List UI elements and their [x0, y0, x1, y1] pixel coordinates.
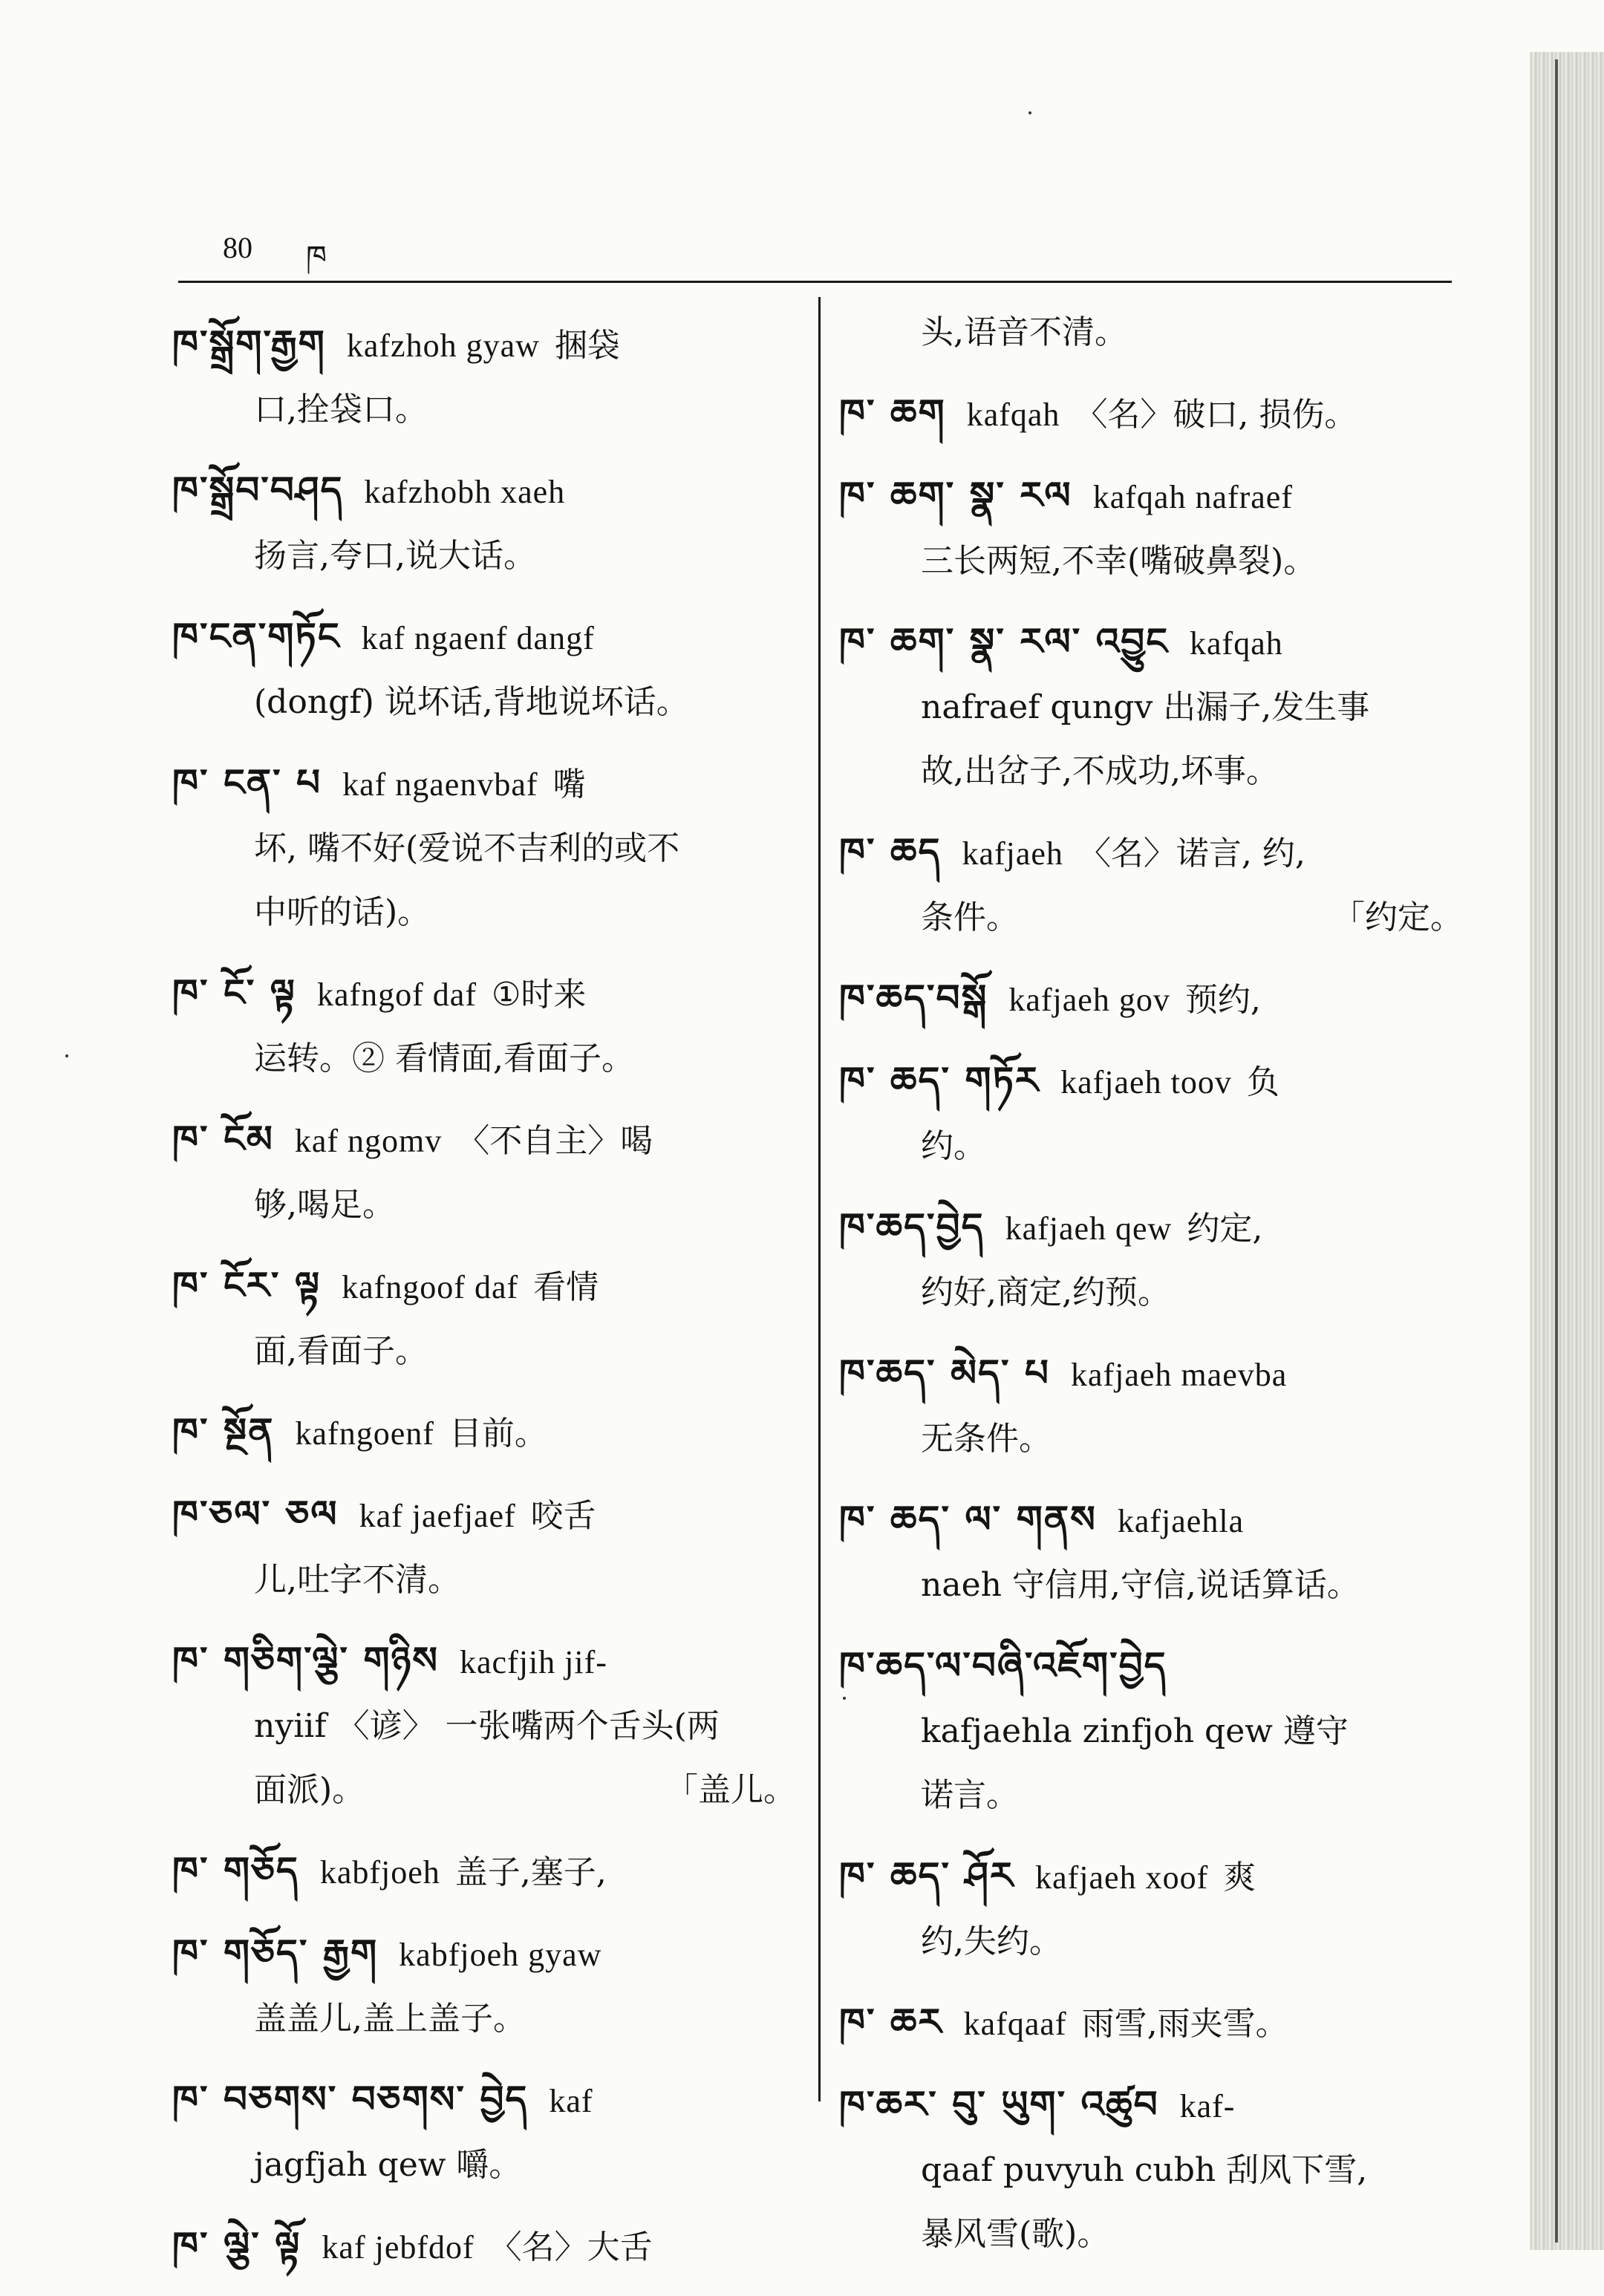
- romanization: kafngoof daf: [342, 1269, 519, 1305]
- continuation-text: 条件。: [921, 898, 1019, 936]
- entry-continuation: [172, 1695, 796, 1758]
- continuation-text: 坏, 嘴不好(爱说不吉利的或不: [254, 829, 680, 867]
- entry-continuation: [172, 524, 796, 588]
- margin-note: 「盖儿。: [665, 1771, 796, 1809]
- dictionary-entry: [172, 1921, 796, 2051]
- entry-headline: [839, 1487, 1463, 1553]
- continuation-text: nafraef qungv 出漏子,发生事: [921, 688, 1370, 726]
- tibetan-headword: ཁ་སྒྲོག་རྒྱག: [172, 322, 326, 365]
- entry-headline: [172, 1628, 796, 1695]
- chinese-gloss: 雨雪,雨夹雪。: [1081, 2005, 1288, 2043]
- chinese-gloss: 看情: [533, 1268, 599, 1306]
- entry-headline: [172, 312, 796, 378]
- dictionary-entry: [839, 1048, 1463, 1178]
- entry-continuation: [839, 1910, 1463, 1974]
- entry-headline: [839, 1048, 1463, 1115]
- dictionary-entry: [172, 1253, 796, 1383]
- continuation-text: nyiif 〈谚〉 一张嘴两个舌头(两: [254, 1707, 720, 1745]
- romanization: kaf ngaenvbaf: [342, 766, 538, 803]
- tibetan-headword: ཁ་ ཆག་ སྣ་ རལ: [839, 474, 1072, 517]
- entry-headline: [172, 458, 796, 524]
- dictionary-entry: [839, 1844, 1463, 1974]
- header-letter: ཁ: [306, 240, 327, 274]
- continuation-text: 面派)。: [254, 1771, 365, 1809]
- entry-headline: [839, 1634, 1463, 1700]
- chinese-gloss: 捆袋: [554, 327, 620, 365]
- page-number: 80: [223, 231, 252, 264]
- entry-continuation: [839, 1261, 1463, 1325]
- entry-headline: [839, 1341, 1463, 1407]
- continuation-text: 面,看面子。: [254, 1332, 428, 1370]
- continuation-text: 够,喝足。: [254, 1186, 395, 1224]
- romanization: kafjaeh toov: [1060, 1064, 1232, 1100]
- continuation-text: 约好,商定,约预。: [921, 1273, 1170, 1311]
- tibetan-headword: ཁ་ངན་གཏོང: [172, 615, 341, 658]
- dictionary-entry: [172, 604, 796, 734]
- scan-speck: [1028, 111, 1031, 114]
- entry-continuation: [172, 1320, 796, 1383]
- continuation-text: (dongf) 说坏话,背地说坏话。: [254, 683, 689, 721]
- entry-headline: [172, 2067, 796, 2133]
- dictionary-entry: [172, 312, 796, 442]
- entry-headline: [839, 820, 1463, 886]
- romanization: kafjaeh maevba: [1070, 1357, 1288, 1393]
- entry-continuation: [172, 2133, 796, 2197]
- continuation-text: kafjaehla zinfjoh qew 遵守: [921, 1712, 1349, 1750]
- dictionary-entry: [839, 966, 1463, 1032]
- right-column: [839, 301, 1463, 2283]
- entry-headline: [839, 966, 1463, 1032]
- continuation-text: naeh 守信用,守信,说话算话。: [921, 1566, 1360, 1604]
- romanization: kafzhobh xaeh: [364, 474, 566, 510]
- dictionary-entry: [839, 1341, 1463, 1471]
- dictionary-entry: [172, 1107, 796, 1237]
- continuation-text: 诺言。: [921, 1776, 1019, 1814]
- entry-continuation: [172, 881, 796, 945]
- entry-headline: [172, 1921, 796, 1987]
- tibetan-headword: ཁ་ ངོར་ ལྟ: [172, 1264, 322, 1307]
- tibetan-headword: ཁ་ གཅོད: [172, 1849, 299, 1892]
- entry-continuation: [839, 1115, 1463, 1178]
- tibetan-headword: ཁ་ གཅིག་ལྕེ་ གཉིས: [172, 1639, 440, 1682]
- continuation-text: qaaf puvyuh cubh 刮风下雪,: [921, 2151, 1368, 2189]
- romanization: kafqah: [966, 397, 1060, 433]
- tibetan-headword: ཁ་ ཆད: [839, 830, 942, 873]
- dictionary-entry: [172, 2067, 796, 2197]
- dictionary-entry: [172, 1628, 796, 1822]
- entry-headline: [839, 463, 1463, 529]
- dictionary-entry: [839, 610, 1463, 803]
- dictionary-entry: [839, 1195, 1463, 1325]
- continuation-text: 约,失约。: [921, 1922, 1062, 1960]
- dictionary-entry: [839, 820, 1463, 950]
- chinese-gloss: 咬舌: [530, 1497, 596, 1535]
- entry-continuation: [839, 2139, 1463, 2202]
- continuation-text: 故,出岔子,不成功,坏事。: [921, 752, 1279, 790]
- continuation-text: 三长两短,不幸(嘴破鼻裂)。: [921, 542, 1317, 580]
- entry-continuation: [839, 301, 1463, 365]
- dictionary-entry: [839, 301, 1463, 365]
- entry-headline: [172, 1482, 796, 1548]
- entry-continuation: [839, 1553, 1463, 1617]
- tibetan-headword: ཁ་ བཅགས་ བཅགས་ བྱེད: [172, 2078, 529, 2121]
- entry-continuation: [839, 740, 1463, 803]
- chinese-gloss: 〈名〉破口, 损伤。: [1075, 396, 1357, 434]
- dictionary-entry: [839, 381, 1463, 447]
- entry-continuation: [172, 378, 796, 442]
- entry-continuation: [172, 1987, 796, 2051]
- romanization: kafzhoh gyaw: [346, 327, 540, 364]
- romanization: kaf ngaenf dangf: [361, 620, 595, 656]
- continuation-text: 口,拴袋口。: [254, 391, 428, 428]
- continuation-text: 扬言,夸口,说大话。: [254, 537, 536, 575]
- tibetan-headword: ཁ་ཆད་ལ་བཞི་འཇོག་བྱེད: [839, 1644, 1167, 1687]
- dictionary-entry: [839, 463, 1463, 593]
- tibetan-headword: ཁ་ ཆད་ ལ་ གནས: [839, 1498, 1097, 1541]
- entry-continuation: [172, 1027, 796, 1091]
- tibetan-headword: ཁ་ སྔོན: [172, 1410, 275, 1453]
- romanization: kafjaeh gov: [1008, 982, 1170, 1018]
- entry-headline: [172, 1839, 796, 1905]
- tibetan-headword: ཁ་ཆར་ བུ་ ཡུག་ འཚུབ: [839, 2083, 1159, 2126]
- dictionary-entry: [839, 1634, 1463, 1827]
- dictionary-entry: [839, 1487, 1463, 1617]
- dictionary-entry: [172, 1482, 796, 1612]
- tibetan-headword: ཁ་ ངོམ: [172, 1118, 274, 1161]
- continuation-text: 无条件。: [921, 1420, 1052, 1458]
- entry-headline: [839, 610, 1463, 676]
- dictionary-entry: [839, 1990, 1463, 2056]
- continuation-text: 头,语音不清。: [921, 313, 1127, 351]
- entry-headline: [172, 1400, 796, 1466]
- romanization: kaf-: [1179, 2088, 1236, 2124]
- romanization: kafjaeh qew: [1005, 1210, 1173, 1247]
- chinese-gloss: 〈名〉大舌: [489, 2228, 653, 2266]
- entry-headline: [839, 1195, 1463, 1261]
- tibetan-headword: ཁ་ ཆར: [839, 2000, 943, 2044]
- romanization: kaf jebfdof: [322, 2229, 475, 2266]
- tibetan-headword: ཁ་ ཆག་ སྣ་ རལ་ འབྱུང: [839, 620, 1170, 663]
- entry-headline: [172, 961, 796, 1027]
- entry-continuation: [839, 1407, 1463, 1471]
- entry-headline: [172, 1107, 796, 1173]
- scan-speck: [843, 1697, 846, 1700]
- tibetan-headword: ཁ་ ཆད་ གཏོར: [839, 1059, 1040, 1102]
- chinese-gloss: 爽: [1223, 1859, 1256, 1897]
- entry-continuation: [839, 1764, 1463, 1827]
- chinese-gloss: 约定,: [1187, 1210, 1263, 1248]
- entry-headline: [172, 2214, 796, 2280]
- continuation-text: 儿,吐字不清。: [254, 1561, 460, 1599]
- book-edge-line: [1555, 59, 1558, 2243]
- romanization: kafjaeh: [962, 835, 1063, 872]
- chinese-gloss: 负: [1246, 1063, 1279, 1101]
- tibetan-headword: ཁ་ ལྕེ་ ལྟོ: [172, 2224, 301, 2267]
- romanization: kafngoenf: [295, 1415, 434, 1452]
- dictionary-entry: [172, 751, 796, 945]
- romanization: kabfjoeh gyaw: [399, 1937, 602, 1973]
- book-page-edge: [1530, 52, 1604, 2250]
- entry-headline: [839, 381, 1463, 447]
- tibetan-headword: ཁ་ ངོ་ ལྟ: [172, 971, 296, 1014]
- romanization: kabfjoeh: [319, 1854, 440, 1891]
- header-rule: [178, 281, 1452, 283]
- entry-continuation: [839, 2202, 1463, 2266]
- tibetan-headword: ཁ་ཅལ་ ཅལ: [172, 1493, 339, 1536]
- chinese-gloss: 〈不自主〉喝: [457, 1122, 653, 1160]
- dictionary-entry: [172, 961, 796, 1091]
- romanization: kafqah nafraef: [1092, 479, 1293, 515]
- left-column: [172, 312, 796, 2296]
- chinese-gloss: ①时来: [491, 976, 587, 1014]
- tibetan-headword: ཁ་སྒྲོབ་བཤད: [172, 469, 344, 512]
- dictionary-entry: [172, 2214, 796, 2280]
- tibetan-headword: ཁ་ ངན་ པ: [172, 761, 322, 804]
- entry-headline: [172, 604, 796, 671]
- romanization: kaf ngomv: [294, 1123, 443, 1159]
- chinese-gloss: 嘴: [552, 766, 586, 803]
- entry-continuation: [839, 529, 1463, 593]
- tibetan-headword: ཁ་ཆད་བྱེད: [839, 1205, 985, 1248]
- tibetan-headword: ཁ་ཆད་བསྒོ: [839, 976, 988, 1020]
- romanization: kaf: [549, 2083, 593, 2119]
- entry-continuation: [172, 1758, 796, 1822]
- page-header: [223, 223, 1455, 290]
- scan-speck: [65, 1054, 68, 1057]
- romanization: kaf jaefjaef: [359, 1498, 516, 1534]
- entry-continuation: [172, 1548, 796, 1612]
- dictionary-entry: [172, 1400, 796, 1466]
- romanization: kacfjih jif-: [460, 1644, 607, 1680]
- entry-continuation: [172, 671, 796, 734]
- tibetan-headword: ཁ་ གཅོད་ རྒྱག: [172, 1931, 379, 1974]
- chinese-gloss: 预约,: [1184, 981, 1261, 1019]
- continuation-text: jagfjah qew 嚼。: [254, 2146, 522, 2184]
- chinese-gloss: 盖子,塞子,: [454, 1853, 607, 1891]
- entry-headline: [839, 1844, 1463, 1910]
- column-divider: [818, 297, 821, 2101]
- romanization: kafjaeh xoof: [1035, 1859, 1209, 1896]
- entry-headline: [839, 2072, 1463, 2139]
- dictionary-entry: [172, 458, 796, 588]
- romanization: kafngof daf: [316, 976, 477, 1013]
- entry-continuation: [172, 817, 796, 881]
- dictionary-entry: [839, 2072, 1463, 2266]
- continuation-text: 暴风雪(歌)。: [921, 2215, 1110, 2253]
- tibetan-headword: ཁ་ ཆག: [839, 391, 946, 434]
- entry-continuation: [839, 886, 1463, 950]
- margin-note: 「约定。: [1332, 898, 1463, 936]
- continuation-text: 中听的话)。: [254, 893, 431, 931]
- romanization: kafqah: [1190, 625, 1283, 662]
- entry-headline: [172, 751, 796, 817]
- tibetan-headword: ཁ་ཆད་ མེད་ པ: [839, 1351, 1050, 1395]
- chinese-gloss: 目前。: [449, 1415, 547, 1452]
- romanization: kafqaaf: [963, 2006, 1067, 2042]
- chinese-gloss: 〈名〉诺言, 约,: [1078, 835, 1305, 873]
- continuation-text: 运转。② 看情面,看面子。: [254, 1040, 634, 1077]
- dictionary-entry: [172, 1839, 796, 1905]
- romanization: kafjaehla: [1117, 1503, 1245, 1539]
- entry-headline: [172, 1253, 796, 1320]
- tibetan-headword: ཁ་ ཆད་ ཤོར: [839, 1854, 1015, 1897]
- continuation-text: 约。: [921, 1127, 986, 1165]
- entry-continuation: [172, 1173, 796, 1237]
- entry-headline: [839, 1990, 1463, 2056]
- entry-continuation: [839, 676, 1463, 740]
- entry-continuation: [839, 1700, 1463, 1764]
- continuation-text: 盖盖儿,盖上盖子。: [254, 2000, 526, 2038]
